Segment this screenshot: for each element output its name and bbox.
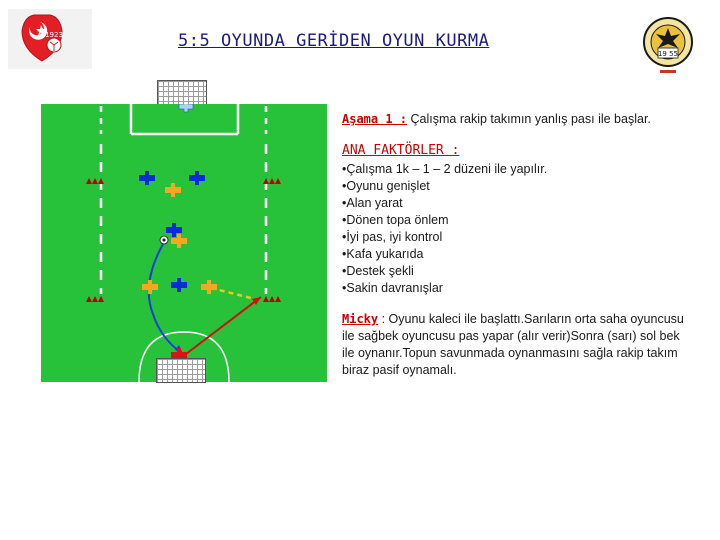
- list-item: •Destek şekli: [342, 264, 414, 278]
- factors-list: [342, 161, 702, 297]
- list-item: •Sakin davranışlar: [342, 281, 443, 295]
- factors-block: [342, 142, 702, 297]
- player-blue: [139, 171, 155, 185]
- list-item: •Çalışma 1k – 1 – 2 düzeni ile yapılır.: [342, 162, 548, 176]
- factors-title: ANA FAKTÖRLER :: [342, 143, 460, 158]
- bottom-goal: [156, 358, 206, 383]
- player-yellow: [165, 183, 181, 197]
- player-yellow: [142, 280, 158, 294]
- top-goal: [157, 80, 207, 105]
- badge-emblem-icon: [640, 14, 696, 78]
- list-item: •Oyunu genişlet: [342, 179, 430, 193]
- pass-arrow-red: [186, 297, 261, 354]
- side-lines: [101, 144, 266, 294]
- page-title: 5:5 OYUNDA GERİDEN OYUN KURMA: [178, 31, 490, 51]
- svg-text:19 55: 19 55: [657, 50, 679, 58]
- micky-label: Micky: [342, 312, 379, 326]
- list-item: •Alan yarat: [342, 196, 403, 210]
- stage-label: Aşama 1 :: [342, 112, 408, 126]
- pitch-diagram: [41, 104, 327, 382]
- micky-text: : Oyunu kaleci ile başlattı.Sarıların orta saha oyuncusu ile sağbek oyuncusu pas yapar (alır verir)Sonra (sarı) sol bek ile oynanır.Topun savunmada oynanmasını sağla rakip takım biraz pasif oynamalı.: [342, 312, 684, 377]
- stage-text: Çalışma rakip takımın yanlış pası ile başlar.: [410, 112, 651, 126]
- player-blue: [189, 171, 205, 185]
- micky-description: [342, 311, 687, 379]
- list-item: •Dönen topa önlem: [342, 213, 449, 227]
- player-yellow: [201, 280, 217, 294]
- svg-text:1923: 1923: [45, 31, 63, 39]
- team-yellow-players: [142, 183, 217, 294]
- player-blue: [171, 278, 187, 292]
- stage-description: [342, 111, 702, 128]
- list-item: •Kafa yukarıda: [342, 247, 424, 261]
- ball-icon: [160, 236, 168, 244]
- goalkeeper-top: [179, 104, 193, 112]
- pass-arrow-blue: [149, 244, 183, 354]
- list-item: •İyi pas, iyi kontrol: [342, 230, 443, 244]
- federation-crest-icon: [8, 9, 92, 69]
